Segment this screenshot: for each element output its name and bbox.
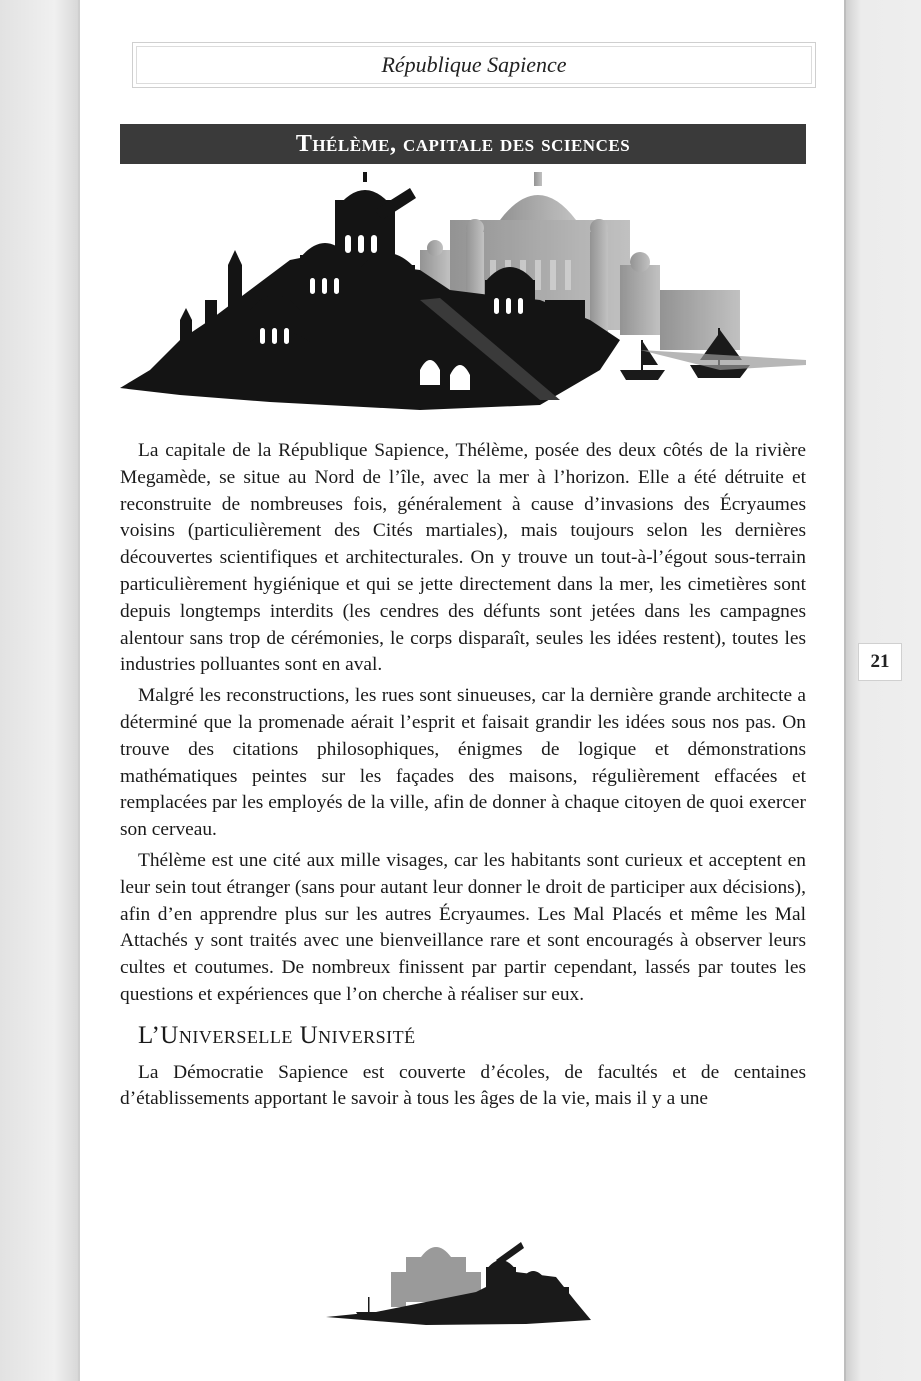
section-title: Thélème, capitale des sciences <box>295 130 631 157</box>
running-header <box>132 42 816 88</box>
body-text <box>120 438 806 1117</box>
paragraph-1: La capitale de la République Sapience, Thélème, posée des deux côtés de la rivière Megamède, se situe au Nord de l’île, avec la mer à l’horizon. Elle a été détruite et reconstruite de nombreuses fois, généralement à cause d’invasions des Écryaumes voisins (particulièrement des Cités martiales), mais toujours selon les dernières découvertes scientifiques et architecturales. On y trouve un tout-à-l’égout sous-terrain particulièrement hygiénique et qui se jette directement dans la mer, les cimetières sont depuis longtemps interdits (les cendres des défunts sont jetées dans les campagnes alentour sans trop de cérémonies, le corps disparaît, seules les idées restent), toutes les industries polluantes sont en aval. <box>120 440 806 676</box>
city-vignette-illustration <box>326 1232 596 1327</box>
right-margin <box>846 0 921 1381</box>
paragraph-2: Malgré les reconstructions, les rues sont sinueuses, car la dernière grande architecte a déterminé que la promenade aérait l’esprit et faisait grandir les idées sous nos pas. On trouve des citations philosophiques, énigmes de logique et démonstrations mathématiques peintes sur les façades des maisons, régulièrement effacées et remplacées par les employés de la ville, afin de donner à chaque citoyen de quoi exercer son cerveau. <box>120 685 806 841</box>
subheading: L’Universelle Université <box>138 1021 416 1049</box>
paragraph-3: Thélème est une cité aux mille visages, car les habitants sont curieux et acceptent en leur sein tout étranger (sans pour autant leur donner le droit de participer aux décisions), afin d’en apprendre plus sur les autres Écryaumes. Les Mal Placés et même les Mal Attachés y sont traités avec une bienveillance rare et sont encouragés à observer leurs cultes et coutumes. De nombreux finissent par partir cependant, lassés par toutes les questions et expériences que l’on cherche à réaliser sur eux. <box>120 849 806 1005</box>
page-number: 21 <box>870 651 890 672</box>
book-page <box>78 0 846 1381</box>
left-margin <box>0 0 78 1381</box>
city-skyline-illustration <box>120 170 806 415</box>
paragraph-4: La Démocratie Sapience est couverte d’écoles, de facultés et de centaines d’établissements apportant le savoir à tous les âges de la vie, mais il y a une <box>120 1061 806 1110</box>
page-number-tab <box>858 643 902 681</box>
section-title-bar <box>120 124 806 164</box>
running-header-title: République Sapience <box>381 52 567 77</box>
